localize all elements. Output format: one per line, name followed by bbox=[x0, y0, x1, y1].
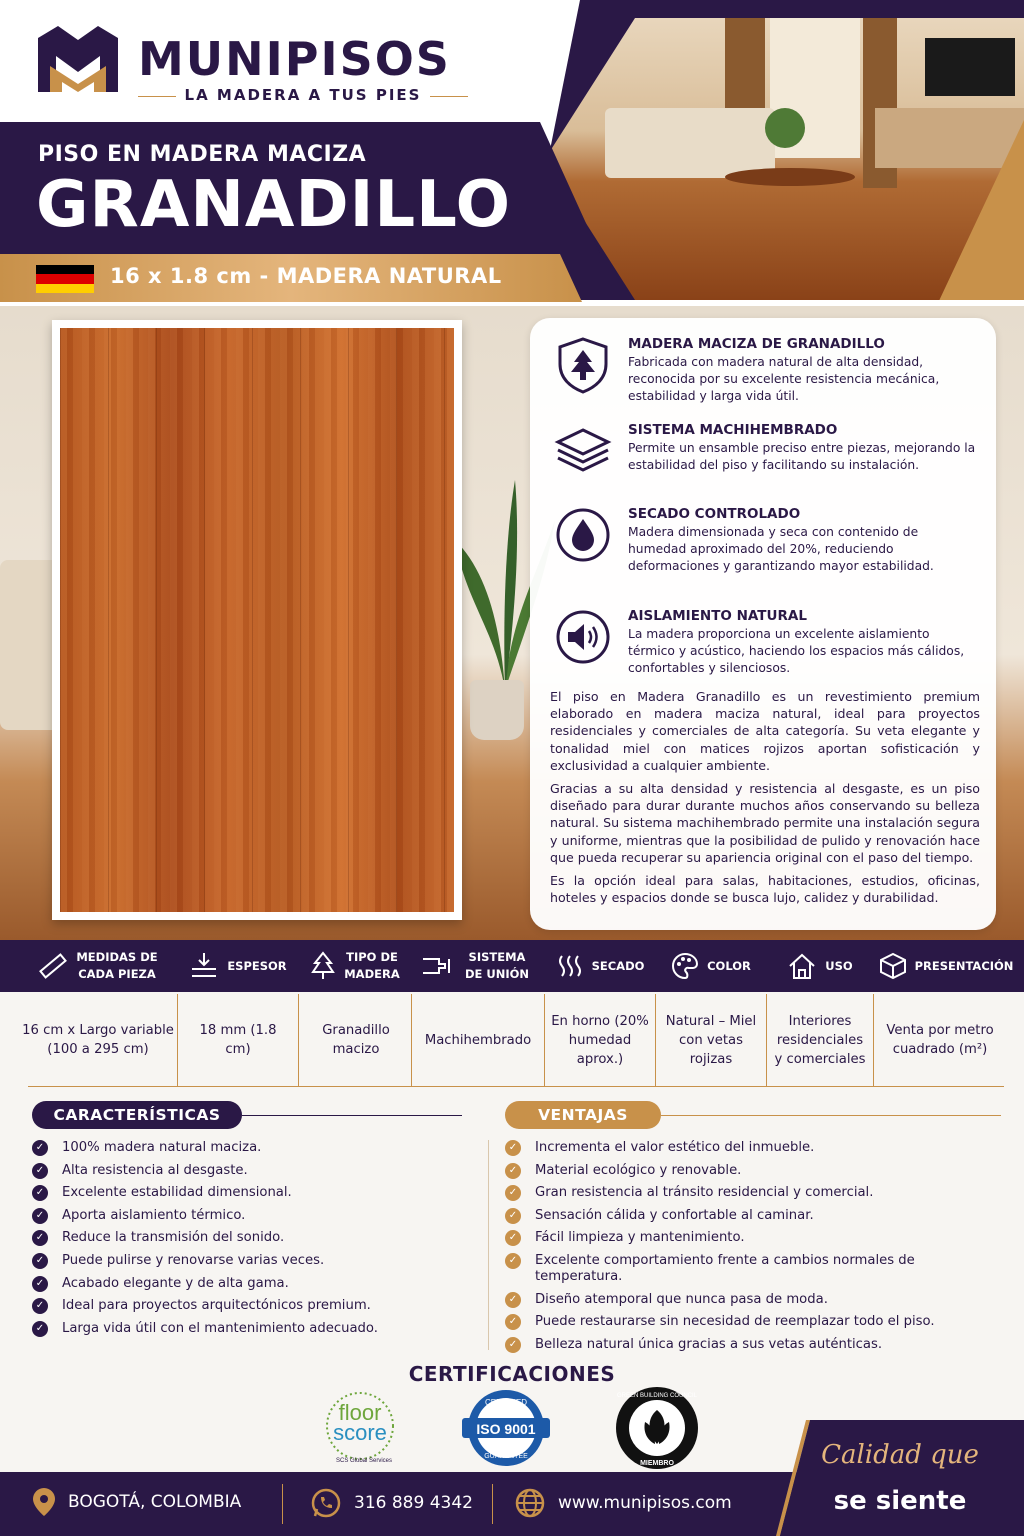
spec-divider bbox=[298, 994, 299, 1086]
spec-label: MEDIDAS DE CADA PIEZA bbox=[76, 950, 158, 981]
spec-header-union bbox=[412, 940, 544, 992]
tagline-wrap bbox=[138, 86, 468, 106]
feature-title: SECADO CONTROLADO bbox=[628, 506, 801, 522]
check-icon: ✓ bbox=[32, 1185, 48, 1201]
product-subtitle: PISO EN MADERA MACIZA bbox=[38, 142, 367, 167]
location-pin-icon bbox=[32, 1487, 56, 1517]
check-icon: ✓ bbox=[505, 1185, 521, 1201]
list-item-text: Diseño atemporal que nunca pasa de moda. bbox=[535, 1291, 828, 1307]
check-icon: ✓ bbox=[32, 1163, 48, 1179]
list-item bbox=[505, 1140, 1005, 1156]
spec-header-tipo bbox=[299, 940, 411, 992]
green-building-council-icon bbox=[615, 1386, 699, 1470]
check-icon: ✓ bbox=[32, 1208, 48, 1224]
spec-value-color: Natural – Miel con vetas rojizas bbox=[665, 1013, 757, 1067]
list-item bbox=[505, 1163, 1005, 1179]
check-icon: ✓ bbox=[32, 1253, 48, 1269]
floorscore-word-2: score bbox=[333, 1420, 387, 1445]
water-drop-icon bbox=[554, 506, 612, 564]
list-item bbox=[32, 1253, 472, 1269]
layers-icon bbox=[554, 422, 612, 480]
spec-header-espesor bbox=[178, 940, 298, 992]
list-item-text: 100% madera natural maciza. bbox=[62, 1140, 262, 1155]
gbc-ring-text: GREEN BUILDING COUNCIL bbox=[616, 1393, 698, 1399]
spec-label: ESPESOR bbox=[227, 958, 287, 973]
list-item bbox=[505, 1185, 1005, 1201]
sofa bbox=[605, 108, 775, 178]
slogan-panel bbox=[780, 1420, 1024, 1536]
wood-sample-image bbox=[60, 328, 454, 912]
list-item-text: Incrementa el valor estético del inmueble. bbox=[535, 1140, 815, 1155]
spec-value-medidas: 16 cm x Largo variable (100 a 295 cm) bbox=[22, 1023, 174, 1057]
spec-label: USO bbox=[825, 958, 853, 973]
tagline-rule-right bbox=[430, 96, 468, 97]
feature-text: Permite un ensamble preciso entre piezas, mejorando la estabilidad del piso y facilitando su instalación. bbox=[628, 441, 976, 472]
footer-separator bbox=[282, 1484, 283, 1524]
ventajas-heading: VENTAJAS bbox=[505, 1101, 661, 1129]
list-item-text: Gran resistencia al tránsito residencial y comercial. bbox=[535, 1185, 874, 1201]
check-icon: ✓ bbox=[32, 1230, 48, 1246]
size-spec: 16 x 1.8 cm - MADERA NATURAL bbox=[110, 264, 502, 288]
feature-text: La madera proporciona un excelente aislamiento térmico y acústico, haciendo los espacios más cálidos, confortables y silenciosos. bbox=[628, 627, 965, 675]
coffee-table bbox=[725, 168, 855, 186]
tagline: LA MADERA A TUS PIES bbox=[184, 86, 422, 104]
list-item-text: Acabado elegante y de alta gama. bbox=[62, 1275, 289, 1291]
list-item bbox=[32, 1276, 472, 1292]
floorscore-word-1: floor bbox=[338, 1400, 382, 1425]
description-paragraph: Gracias a su alta densidad y resistencia al desgaste, es un piso diseñado para durar durante muchos años conservando su belleza natural. Su sistema machihembrado permite una instalación segura y uniforme, mientras que la posibilidad de pulido y renovación hace que pueda recuperar su apariencia original con el paso del tiempo. bbox=[550, 781, 980, 865]
list-item bbox=[32, 1140, 472, 1156]
heat-icon bbox=[556, 952, 584, 980]
spec-value-tipo: Granadillo macizo bbox=[322, 1023, 390, 1057]
tree-icon bbox=[310, 951, 336, 981]
spec-label: SISTEMA DE UNIÓN bbox=[464, 950, 530, 981]
spec-value-secado: En horno (20% humedad aprox.) bbox=[551, 1013, 649, 1067]
wood-sample-frame bbox=[52, 320, 462, 920]
check-icon: ✓ bbox=[32, 1140, 48, 1156]
brand-name: MUNIPISOS bbox=[138, 32, 451, 86]
footer-website[interactable] bbox=[514, 1487, 732, 1519]
list-item bbox=[32, 1321, 472, 1337]
spec-label: SECADO bbox=[591, 958, 645, 973]
floorscore-issuer: SCS Global Services bbox=[335, 1458, 393, 1464]
check-icon: ✓ bbox=[32, 1321, 48, 1337]
joint-icon bbox=[421, 953, 451, 979]
spec-value-presentacion: Venta por metro cuadrado (m²) bbox=[886, 1023, 994, 1057]
list-item bbox=[32, 1185, 472, 1201]
list-item bbox=[32, 1208, 472, 1224]
list-item bbox=[505, 1208, 1005, 1224]
palette-icon bbox=[671, 952, 699, 980]
spec-header-uso bbox=[767, 940, 873, 992]
munipisos-logo-icon bbox=[38, 26, 118, 92]
tree-shield-icon bbox=[554, 336, 612, 394]
feature-title: SISTEMA MACHIHEMBRADO bbox=[628, 422, 838, 438]
iso-top: CERTIFIED bbox=[484, 1398, 528, 1407]
list-item-text: Material ecológico y renovable. bbox=[535, 1162, 742, 1178]
iso-9001-badge-icon bbox=[458, 1388, 554, 1468]
floorscore-logo-icon bbox=[310, 1392, 410, 1466]
lists-divider bbox=[488, 1140, 489, 1350]
tv-stand bbox=[875, 108, 1024, 168]
list-item bbox=[505, 1314, 1005, 1330]
website-link[interactable]: www.munipisos.com bbox=[558, 1493, 732, 1513]
footer-separator bbox=[492, 1484, 493, 1524]
list-item bbox=[505, 1337, 1005, 1353]
list-item bbox=[32, 1163, 472, 1179]
check-icon: ✓ bbox=[505, 1230, 521, 1246]
product-name: GRANADILLO bbox=[36, 168, 512, 242]
list-item-text: Puede restaurarse sin necesidad de reemplazar todo el piso. bbox=[535, 1314, 935, 1330]
description-paragraph: El piso en Madera Granadillo es un revestimiento premium elaborado en madera maciza natural, ideal para proyectos residenciales y comerciales de alta categoría. Su veta elegante y tonalidad miel con matices rojizos aportan sofisticación y exclusividad a cualquier ambiente. bbox=[550, 689, 980, 773]
iso-main: ISO 9001 bbox=[476, 1421, 536, 1437]
thickness-icon bbox=[189, 951, 219, 981]
spec-header-color bbox=[656, 940, 766, 992]
check-icon: ✓ bbox=[505, 1292, 521, 1308]
list-item-text: Excelente comportamiento frente a cambios normales de temperatura. bbox=[535, 1252, 915, 1284]
list-item bbox=[32, 1298, 472, 1314]
footer-location bbox=[32, 1487, 241, 1517]
list-item-text: Belleza natural única gracias a sus vetas auténticas. bbox=[535, 1336, 883, 1352]
spec-label: PRESENTACIÓN bbox=[914, 958, 1014, 973]
footer-phone[interactable] bbox=[310, 1487, 473, 1519]
gbc-member: MIEMBRO bbox=[640, 1460, 674, 1467]
spec-label: COLOR bbox=[707, 958, 751, 973]
spec-value-uso: Interiores residenciales y comerciales bbox=[774, 1013, 866, 1067]
list-item-text: Alta resistencia al desgaste. bbox=[62, 1162, 248, 1178]
globe-icon bbox=[514, 1487, 546, 1519]
spec-divider bbox=[766, 994, 767, 1086]
feature-title: MADERA MACIZA DE GRANADILLO bbox=[628, 336, 885, 352]
phone-text[interactable]: 316 889 4342 bbox=[354, 1493, 473, 1513]
plant-pot bbox=[470, 680, 524, 740]
list-item bbox=[505, 1230, 1005, 1246]
check-icon: ✓ bbox=[32, 1276, 48, 1292]
list-item bbox=[505, 1292, 1005, 1308]
list-item-text: Sensación cálida y confortable al caminar. bbox=[535, 1207, 814, 1223]
check-icon: ✓ bbox=[505, 1314, 521, 1330]
house-icon bbox=[787, 952, 817, 980]
features-card bbox=[530, 318, 996, 930]
caracteristicas-list bbox=[32, 1140, 472, 1343]
check-icon: ✓ bbox=[505, 1163, 521, 1179]
list-item-text: Aporta aislamiento térmico. bbox=[62, 1207, 246, 1223]
speaker-icon bbox=[554, 608, 612, 666]
ventajas-rule bbox=[661, 1115, 1001, 1116]
list-item bbox=[505, 1253, 1005, 1285]
caracteristicas-rule bbox=[242, 1115, 462, 1116]
product-description bbox=[550, 688, 980, 912]
spec-value-union: Machihembrado bbox=[424, 1032, 532, 1048]
slogan-bold: se siente bbox=[833, 1486, 967, 1516]
list-item-text: Fácil limpieza y mantenimiento. bbox=[535, 1230, 745, 1246]
plant bbox=[765, 108, 805, 148]
ruler-icon bbox=[38, 951, 68, 981]
location-text: BOGOTÁ, COLOMBIA bbox=[68, 1492, 242, 1512]
tv bbox=[925, 38, 1015, 96]
iso-bottom: GUARANTEE bbox=[484, 1453, 528, 1460]
check-icon: ✓ bbox=[32, 1298, 48, 1314]
spec-label: TIPO DE MADERA bbox=[344, 950, 400, 981]
ventajas-list bbox=[505, 1140, 1005, 1359]
description-paragraph: Es la opción ideal para salas, habitaciones, estudios, oficinas, hoteles y espacios donde se busca lujo, calidez y durabilidad. bbox=[550, 873, 980, 906]
slogan-script: Calidad que bbox=[821, 1440, 979, 1470]
list-item-text: Larga vida útil con el mantenimiento adecuado. bbox=[62, 1320, 378, 1336]
spec-divider bbox=[873, 994, 874, 1086]
list-item bbox=[32, 1230, 472, 1246]
germany-flag-icon bbox=[36, 265, 94, 293]
spec-divider bbox=[655, 994, 656, 1086]
list-item-text: Puede pulirse y renovarse varias veces. bbox=[62, 1252, 325, 1268]
feature-text: Madera dimensionada y seca con contenido de humedad aproximado del 20%, reduciendo deformaciones y garantizando mayor estabilidad. bbox=[628, 525, 934, 573]
spec-divider bbox=[177, 994, 178, 1086]
check-icon: ✓ bbox=[505, 1337, 521, 1353]
check-icon: ✓ bbox=[505, 1140, 521, 1156]
spec-header-medidas bbox=[20, 940, 176, 992]
check-icon: ✓ bbox=[505, 1208, 521, 1224]
box-icon bbox=[879, 952, 907, 980]
list-item-text: Reduce la transmisión del sonido. bbox=[62, 1230, 285, 1246]
feature-text: Fabricada con madera natural de alta densidad, reconocida por su excelente resistencia mecánica, estabilidad y larga vida útil. bbox=[628, 355, 940, 403]
spec-value-espesor: 18 mm (1.8 cm) bbox=[199, 1023, 277, 1057]
spec-header-presentacion bbox=[874, 940, 1018, 992]
certifications-heading: CERTIFICACIONES bbox=[408, 1362, 616, 1386]
spec-header-secado bbox=[545, 940, 655, 992]
spec-table-rule bbox=[28, 1086, 1004, 1087]
feature-title: AISLAMIENTO NATURAL bbox=[628, 608, 807, 624]
hero-room-image bbox=[545, 18, 1024, 300]
list-item-text: Ideal para proyectos arquitectónicos premium. bbox=[62, 1298, 371, 1314]
spec-divider bbox=[544, 994, 545, 1086]
whatsapp-icon bbox=[310, 1487, 342, 1519]
check-icon: ✓ bbox=[505, 1253, 521, 1269]
list-item-text: Excelente estabilidad dimensional. bbox=[62, 1185, 292, 1201]
caracteristicas-heading: CARACTERÍSTICAS bbox=[32, 1101, 242, 1129]
